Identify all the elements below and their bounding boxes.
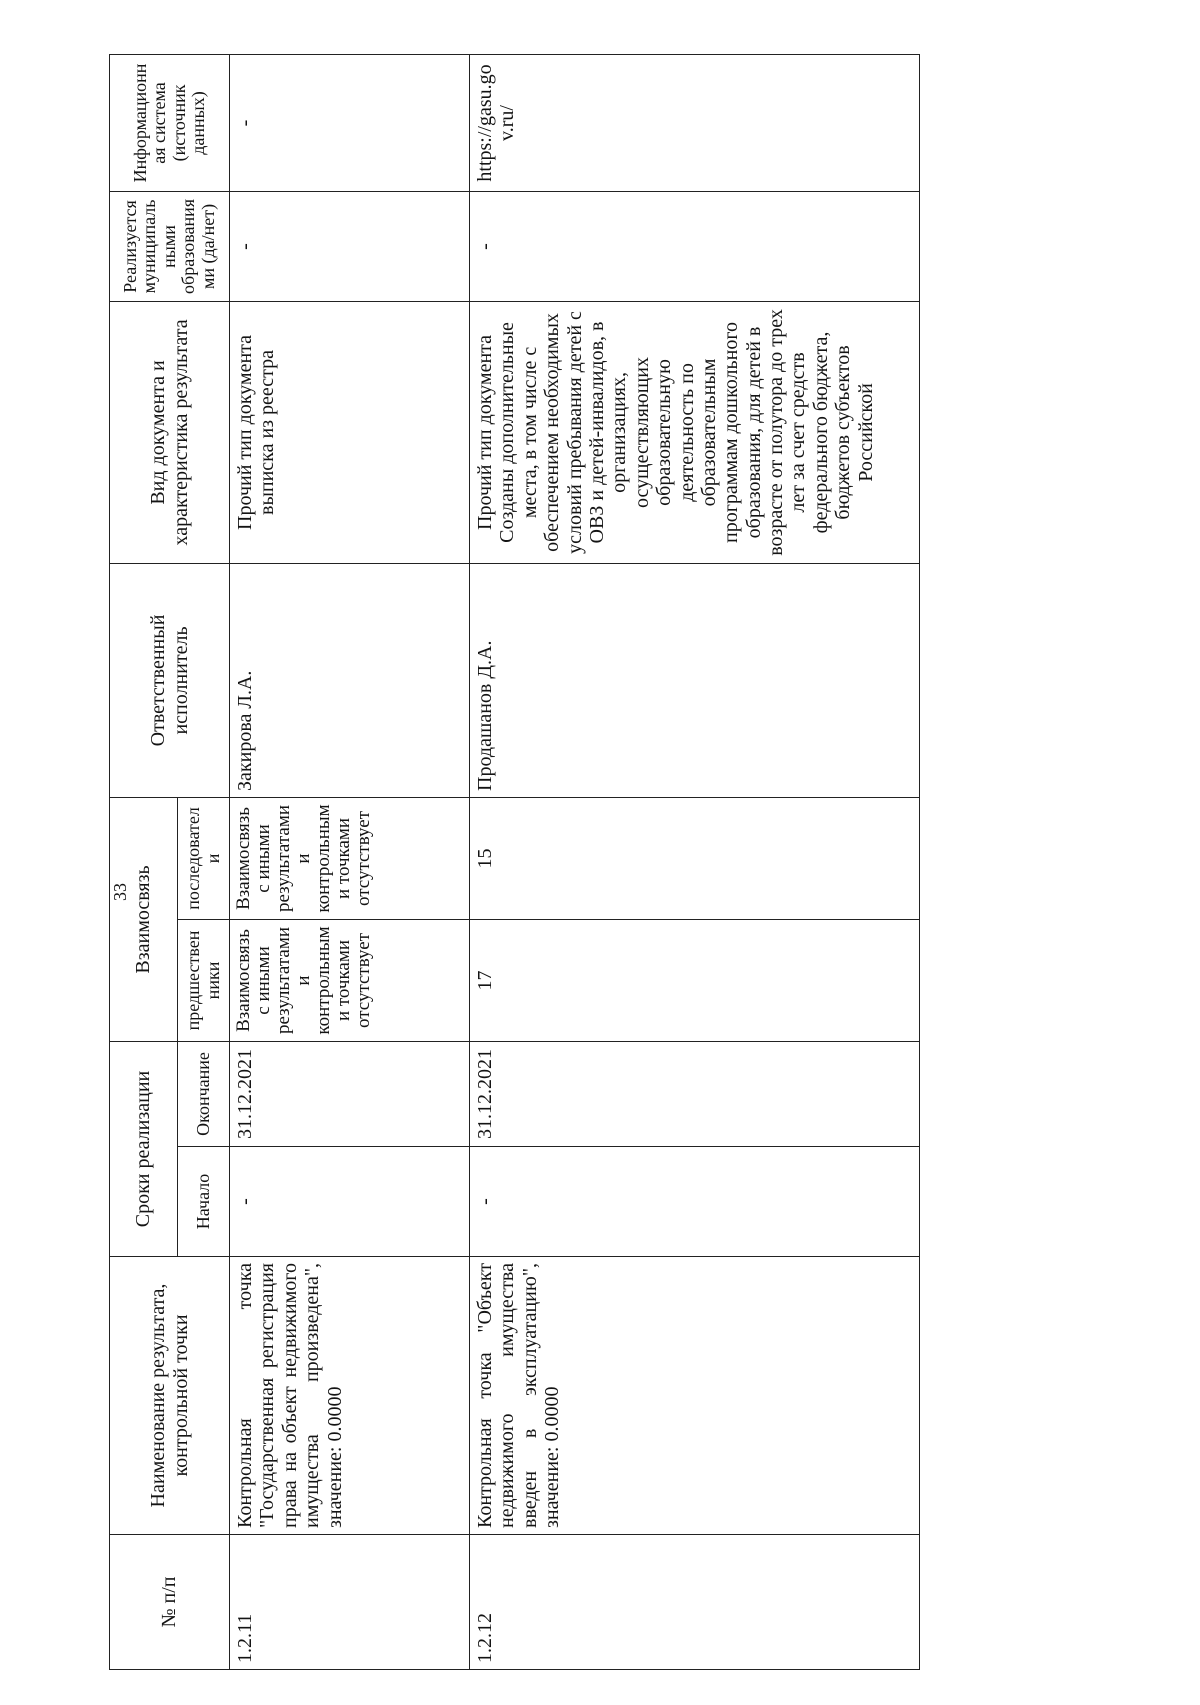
row-document-type: Прочий тип документа — [473, 334, 496, 530]
row-document-description: Созданы дополнительные места, в том числе с обеспечением необходимых условий пребывания детей с ОВЗ и детей-инвалидов, в организациях, осуществляющих образовательную деятельность по образовательным программам дошкольного образования, для детей в возрасте от полутора до трех лет за счет средств федерального бюджета, бюджетов субъектов Российской — [495, 308, 877, 556]
header-info-system: Информационная система (источник данных) — [109, 54, 229, 191]
row-info-system: https://gasu.gov.ru/ — [469, 54, 919, 191]
header-municipal: Реализуется муниципальными образованиями (да/нет) — [109, 191, 229, 301]
header-predecessors: предшественники — [177, 919, 229, 1041]
header-link: Взаимосвязь — [109, 797, 177, 1041]
header-successors: последователи — [177, 797, 229, 919]
row-start: - — [229, 1146, 469, 1256]
results-table — [109, 53, 920, 1669]
row-successors: 15 — [469, 797, 919, 919]
row-info-system: - — [229, 54, 469, 191]
row-municipal: - — [229, 191, 469, 301]
table-header-row — [109, 54, 177, 1669]
header-start: Начало — [177, 1146, 229, 1256]
row-end: 31.12.2021 — [469, 1041, 919, 1146]
header-end: Окончание — [177, 1041, 229, 1146]
row-predecessors: 17 — [469, 919, 919, 1041]
row-responsible: Закирова Л.А. — [229, 563, 469, 797]
row-responsible: Продашанов Д.А. — [469, 563, 919, 797]
table-row — [469, 54, 919, 1669]
row-document: Прочий тип документа выписка из реестра — [229, 301, 469, 563]
row-municipal: - — [469, 191, 919, 301]
header-num: № п/п — [109, 1534, 229, 1669]
row-end: 31.12.2021 — [229, 1041, 469, 1146]
row-start: - — [469, 1146, 919, 1256]
header-terms: Сроки реализации — [109, 1041, 177, 1256]
row-predecessors: Взаимосвязь с иными результатами и контрольными точками отсутствует — [229, 919, 469, 1041]
header-name: Наименование результата, контрольной точки — [109, 1256, 229, 1534]
header-document: Вид документа и характеристика результата — [109, 301, 229, 563]
rotated-table-sheet — [109, 55, 1184, 1670]
header-responsible: Ответственный исполнитель — [109, 563, 229, 797]
row-document — [469, 301, 919, 563]
row-name: Контрольная точка "Государственная регистрация права на объект недвижимого имущества произведена", значение: 0.0000 — [229, 1256, 469, 1534]
row-name: Контрольная точка "Объект недвижимого имущества введен в эксплуатацию", значение: 0.0000 — [469, 1256, 919, 1534]
row-number: 1.2.11 — [229, 1534, 469, 1669]
table-row — [229, 54, 469, 1669]
row-successors: Взаимосвязь с иными результатами и контрольными точками отсутствует — [229, 797, 469, 919]
row-number: 1.2.12 — [469, 1534, 919, 1669]
page-number: 33 — [110, 883, 130, 901]
